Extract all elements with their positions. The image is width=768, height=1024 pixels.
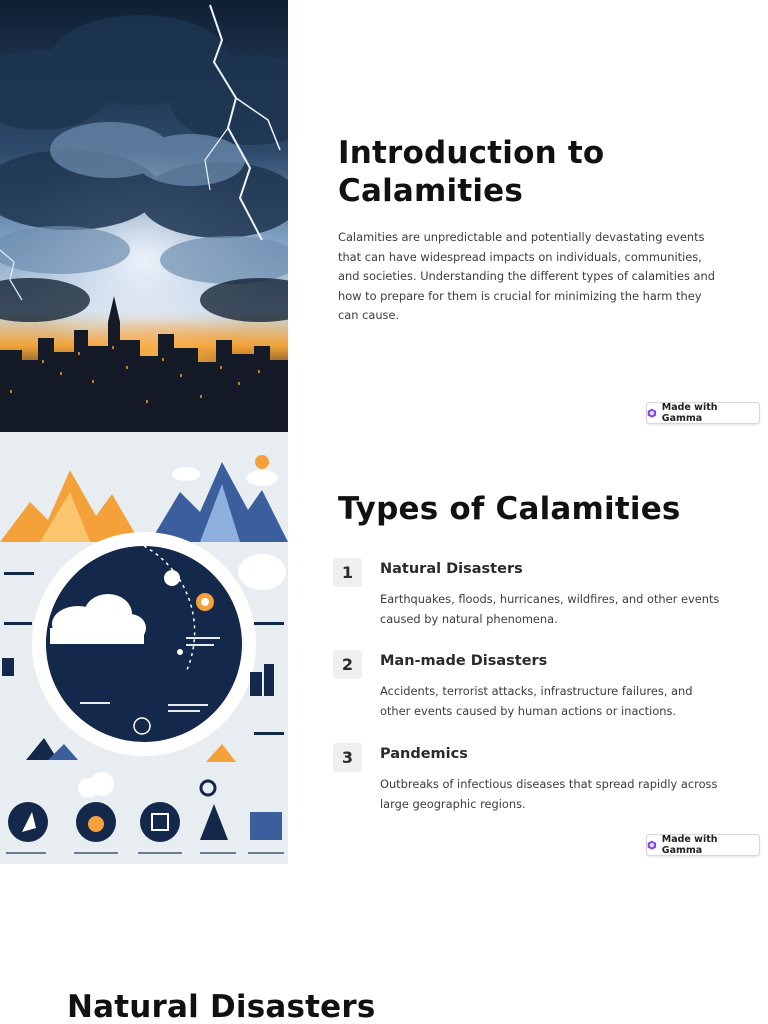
gamma-logo-icon xyxy=(647,840,657,850)
slide-introduction xyxy=(0,0,768,432)
intro-body-text: Calamities are unpredictable and potentially devastating events that can have widespread impacts on individuals, communities, and societies. Understanding the different types of calamities and how to prepare for them is crucial for minimizing the harm they can cause. xyxy=(338,230,715,323)
storm-city-image xyxy=(0,0,288,432)
item-description: Accidents, terrorist attacks, infrastructure failures, and other events caused by human actions or inactions. xyxy=(380,684,693,718)
item-number-badge: 1 xyxy=(333,558,362,587)
made-with-gamma-badge[interactable] xyxy=(646,834,760,856)
storm-city-illustration-icon xyxy=(0,0,288,432)
intro-title: Introduction to Calamities xyxy=(338,135,605,209)
item-title: Man-made Disasters xyxy=(380,653,548,669)
infographic-illustration-icon xyxy=(0,432,288,864)
gamma-logo-icon xyxy=(647,408,657,418)
item-description: Earthquakes, floods, hurricanes, wildfires, and other events caused by natural phenomena. xyxy=(380,592,720,626)
natural-disasters-title: Natural Disasters xyxy=(67,989,376,1024)
infographic-image xyxy=(0,432,288,864)
item-number-badge: 2 xyxy=(333,650,362,679)
item-number-badge: 3 xyxy=(333,743,362,772)
slide-types-of-calamities xyxy=(0,432,768,864)
types-title: Types of Calamities xyxy=(338,491,681,527)
item-title: Natural Disasters xyxy=(380,561,523,577)
item-description: Outbreaks of infectious diseases that spread rapidly across large geographic regions. xyxy=(380,777,718,811)
gamma-badge-label: Made with Gamma xyxy=(661,402,718,424)
item-title: Pandemics xyxy=(380,746,468,762)
gamma-badge-label: Made with Gamma xyxy=(661,834,718,856)
slide-natural-disasters xyxy=(0,864,768,1024)
made-with-gamma-badge[interactable] xyxy=(646,402,760,424)
